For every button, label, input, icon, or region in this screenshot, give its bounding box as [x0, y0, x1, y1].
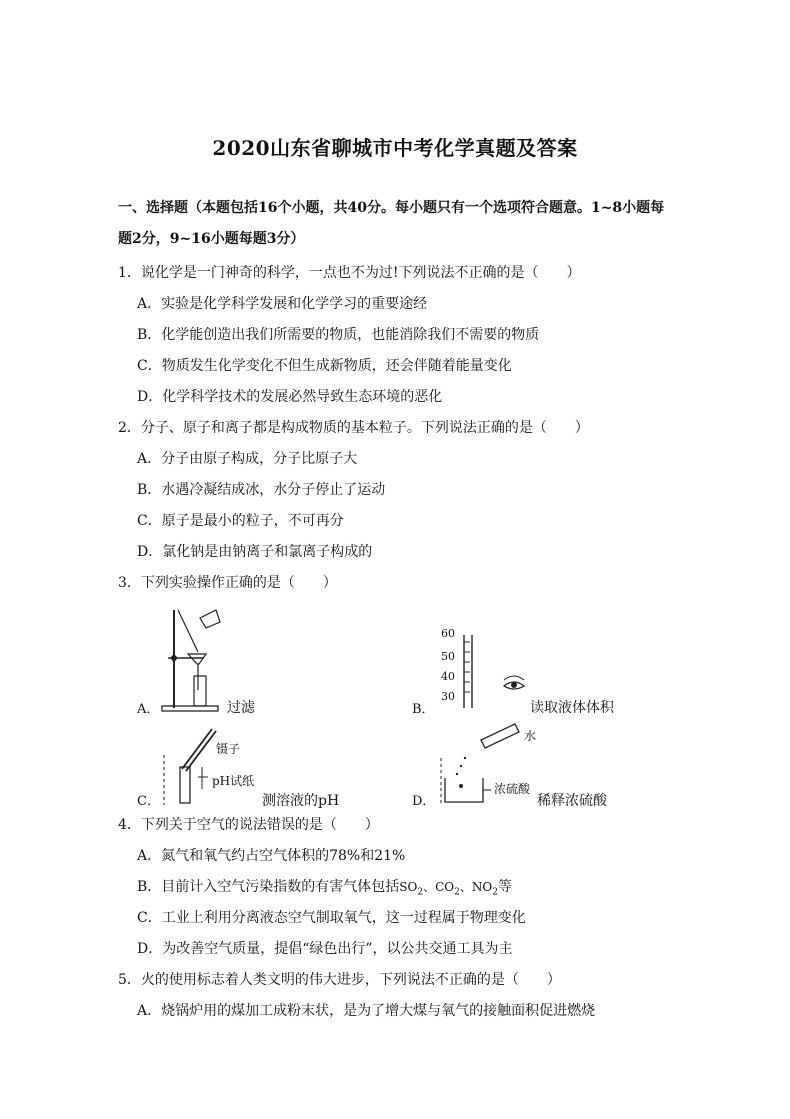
cylinder-tick-30: 30: [441, 690, 455, 703]
question-2-option-c: C．原子是最小的粒子，不可再分: [137, 513, 344, 529]
formula-co-subscript: 2: [454, 887, 460, 898]
formula-no: 、NO: [459, 880, 493, 894]
figure-d-letter: D．: [412, 794, 436, 809]
question-4-option-c: C．工业上利用分离液态空气制取氧气，这一过程属于物理变化: [137, 910, 526, 926]
question-4-option-b-tail: 等: [497, 879, 512, 895]
cylinder-tick-40: 40: [441, 670, 455, 683]
figure-c-letter: C．: [137, 794, 160, 809]
acid-label: 浓硫酸: [494, 782, 531, 796]
question-1-option-a: A．实验是化学科学发展和化学学习的重要途经: [137, 296, 428, 312]
figure-b-letter: B．: [412, 702, 435, 717]
question-3-stem: 3．下列实验操作正确的是（ ）: [118, 575, 337, 591]
section-heading: [118, 193, 708, 255]
section-heading-line-1: 一、选择题（本题包括16个小题，共40分。每小题只有一个选项符合题意。1~8小题每: [118, 200, 665, 216]
formula-no-subscript: 2: [492, 887, 498, 898]
filtration-apparatus-figure: [158, 600, 228, 715]
formula-so: SO: [399, 880, 418, 894]
formula-co: 、CO: [423, 880, 455, 894]
cylinder-tick-50: 50: [441, 650, 455, 663]
water-label: 水: [524, 729, 537, 743]
question-2-option-b: B．水遇冷凝结成冰，水分子停止了运动: [137, 482, 386, 498]
question-2-option-d: D．氯化钠是由钠离子和氯离子构成的: [137, 544, 373, 560]
question-4-option-b-formulas: [399, 880, 498, 898]
figure-a-caption: 过滤: [227, 700, 255, 716]
question-4-stem: 4．下列关于空气的说法错误的是（ ）: [118, 817, 379, 833]
figure-d-caption: 稀释浓硫酸: [537, 793, 607, 809]
question-5-option-a: A．烧锅炉用的煤加工成粉末状，是为了增大煤与氧气的接触面积促进燃烧: [137, 1003, 596, 1019]
ph-paper-label: pH试纸: [212, 774, 255, 788]
section-heading-line-2: 题2分，9~16小题每题3分）: [118, 231, 305, 247]
question-2-stem: 2．分子、原子和离子都是构成物质的基本粒子。下列说法正确的是（ ）: [118, 420, 589, 436]
question-4-option-b-text: B．目前计入空气污染指数的有害气体包括: [137, 879, 400, 895]
question-1-option-b: B．化学能创造出我们所需要的物质，也能消除我们不需要的物质: [137, 327, 540, 343]
question-1-option-d: D．化学科学技术的发展必然导致生态环境的恶化: [137, 389, 443, 405]
question-4-option-a: A．氮气和氧气约占空气体积的78%和21%: [137, 848, 406, 864]
tweezers-label: 镊子: [216, 742, 241, 756]
question-4-option-b: [137, 876, 512, 897]
graduated-cylinder-figure: [436, 630, 536, 710]
cylinder-tick-60: 60: [441, 627, 455, 640]
question-1-stem: 1．说化学是一门神奇的科学，一点也不为过!下列说法不正确的是（ ）: [118, 265, 581, 281]
question-1-option-c: C．物质发生化学变化不但生成新物质，还会伴随着能量变化: [137, 358, 512, 374]
question-5-stem: 5．火的使用标志着人类文明的伟大进步，下列说法不正确的是（ ）: [118, 972, 561, 988]
figure-c-caption: 测溶液的pH: [262, 793, 340, 809]
formula-so-subscript: 2: [417, 887, 424, 898]
figure-a-letter: A．: [137, 702, 160, 717]
question-4-option-d: D．为改善空气质量，提倡“绿色出行”，以公共交通工具为主: [137, 941, 513, 957]
ph-test-figure: [158, 725, 241, 807]
page-title: 2020山东省聊城市中考化学真题及答案: [212, 136, 578, 160]
question-2-option-a: A．分子由原子构成，分子比原子大: [137, 451, 358, 467]
figure-b-caption: 读取液体体积: [530, 700, 614, 716]
